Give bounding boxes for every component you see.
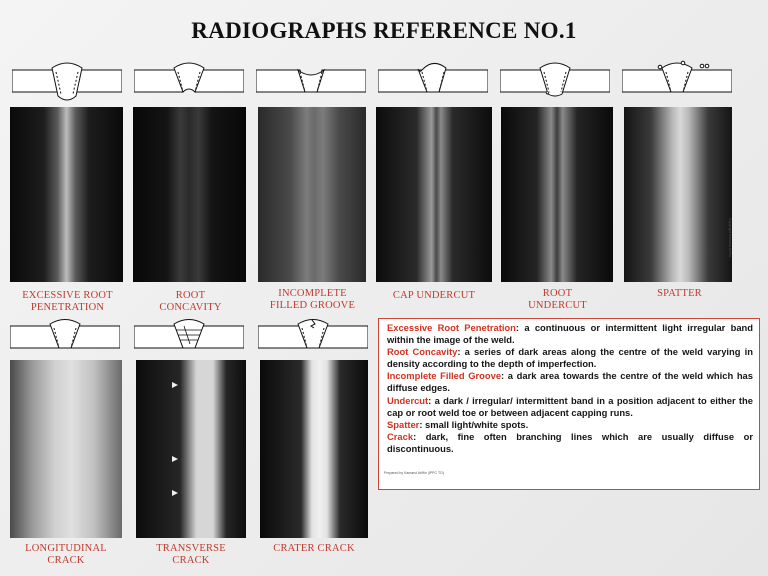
label-line-2: CRACK [47, 555, 85, 566]
weld-diagram-cap-undercut [378, 60, 488, 104]
legend-term: Spatter [387, 418, 420, 430]
definitions-legend [378, 318, 760, 490]
legend-definition: : a series of dark areas along the centre of the weld varying in density according to the depth of imperfection. [387, 346, 753, 370]
legend-term: Root Concavity [387, 346, 458, 358]
label-line-1: ROOT [542, 288, 573, 299]
label-transverse-crack [136, 543, 246, 567]
label-line-1: EXCESSIVE ROOT [22, 290, 113, 301]
legend-term: Excessive Root Penetration [387, 322, 516, 333]
page-title: RADIOGRAPHS REFERENCE NO.1 [191, 18, 577, 43]
label-longitudinal-crack [10, 543, 122, 567]
legend-definition: : dark, fine often branching lines which are usually diffuse or discontinuous. [387, 430, 753, 454]
label-line-1: SPATTER [657, 288, 702, 299]
weld-diagram-transverse-crack [134, 318, 244, 358]
legend-item-spatter [387, 419, 753, 431]
credit-note: Prepared by Kamarul Ariffin (IPPC TO) [384, 471, 444, 475]
legend-definition: : a continuous or intermittent light irregular band within the image of the weld. [387, 322, 754, 346]
label-line-1: ROOT [175, 290, 206, 301]
label-spatter [622, 288, 737, 300]
label-root-concavity [133, 290, 248, 314]
radiograph-longitudinal-crack [10, 360, 122, 538]
legend-term: Incomplete Filled Groove [387, 370, 502, 382]
label-line-1: TRANSVERSE [156, 543, 226, 554]
label-cap-undercut [376, 290, 492, 302]
radiograph-spatter [624, 107, 732, 282]
weld-diagram-longitudinal-crack [10, 318, 120, 358]
legend-item-undercut [387, 395, 753, 419]
weld-diagram-incomplete-filled-groove [256, 60, 366, 104]
weld-diagram-root-concavity [134, 60, 244, 104]
arrow-marker [172, 490, 178, 496]
legend-term: Undercut [387, 394, 429, 406]
radiograph-incomplete-filled-groove [258, 107, 366, 282]
radiograph-root-undercut [501, 107, 613, 282]
label-line-2: CONCAVITY [159, 302, 222, 313]
radiograph-excessive-root-penetration [10, 107, 123, 282]
legend-definition: : a dark / irregular/ intermittent band in a position adjacent to either the cap or root weld toe or between adjacent capping runs. [387, 394, 753, 418]
legend-item-excessive-root-penetration [387, 322, 753, 346]
label-line-1: CRATER CRACK [273, 543, 355, 554]
label-line-2: CRACK [172, 555, 210, 566]
arrow-marker [172, 456, 178, 462]
label-line-1: CAP UNDERCUT [392, 290, 476, 301]
arrow-marker [172, 382, 178, 388]
radiograph-cap-undercut [376, 107, 492, 282]
radiograph-crater-crack [260, 360, 368, 538]
radiograph-root-concavity [133, 107, 246, 282]
radiograph-transverse-crack [136, 360, 246, 538]
weld-diagram-excessive-root-penetration [12, 60, 122, 104]
legend-definition: : small light/white spots. [419, 418, 529, 430]
side-note: Copyright Kamarul Ariffin [728, 218, 732, 257]
label-crater-crack [258, 543, 370, 555]
label-line-1: LONGITUDINAL [25, 543, 107, 554]
label-line-2: PENETRATION [30, 302, 105, 313]
label-incomplete-filled-groove [255, 288, 370, 312]
legend-term: Crack [387, 430, 414, 442]
label-line-2: FILLED GROOVE [269, 300, 356, 311]
weld-diagram-root-undercut [500, 60, 610, 104]
legend-item-incomplete-filled-groove [387, 370, 753, 394]
weld-diagram-crater-crack [258, 318, 368, 358]
label-root-undercut [500, 288, 615, 312]
label-line-1: INCOMPLETE [278, 288, 347, 299]
label-excessive-root-penetration [10, 290, 125, 314]
label-line-2: UNDERCUT [528, 300, 587, 311]
legend-definition: : a dark area towards the centre of the weld which has diffuse edges. [387, 370, 753, 394]
legend-item-root-concavity [387, 346, 753, 370]
legend-item-crack [387, 431, 753, 455]
weld-diagram-spatter [622, 60, 732, 104]
